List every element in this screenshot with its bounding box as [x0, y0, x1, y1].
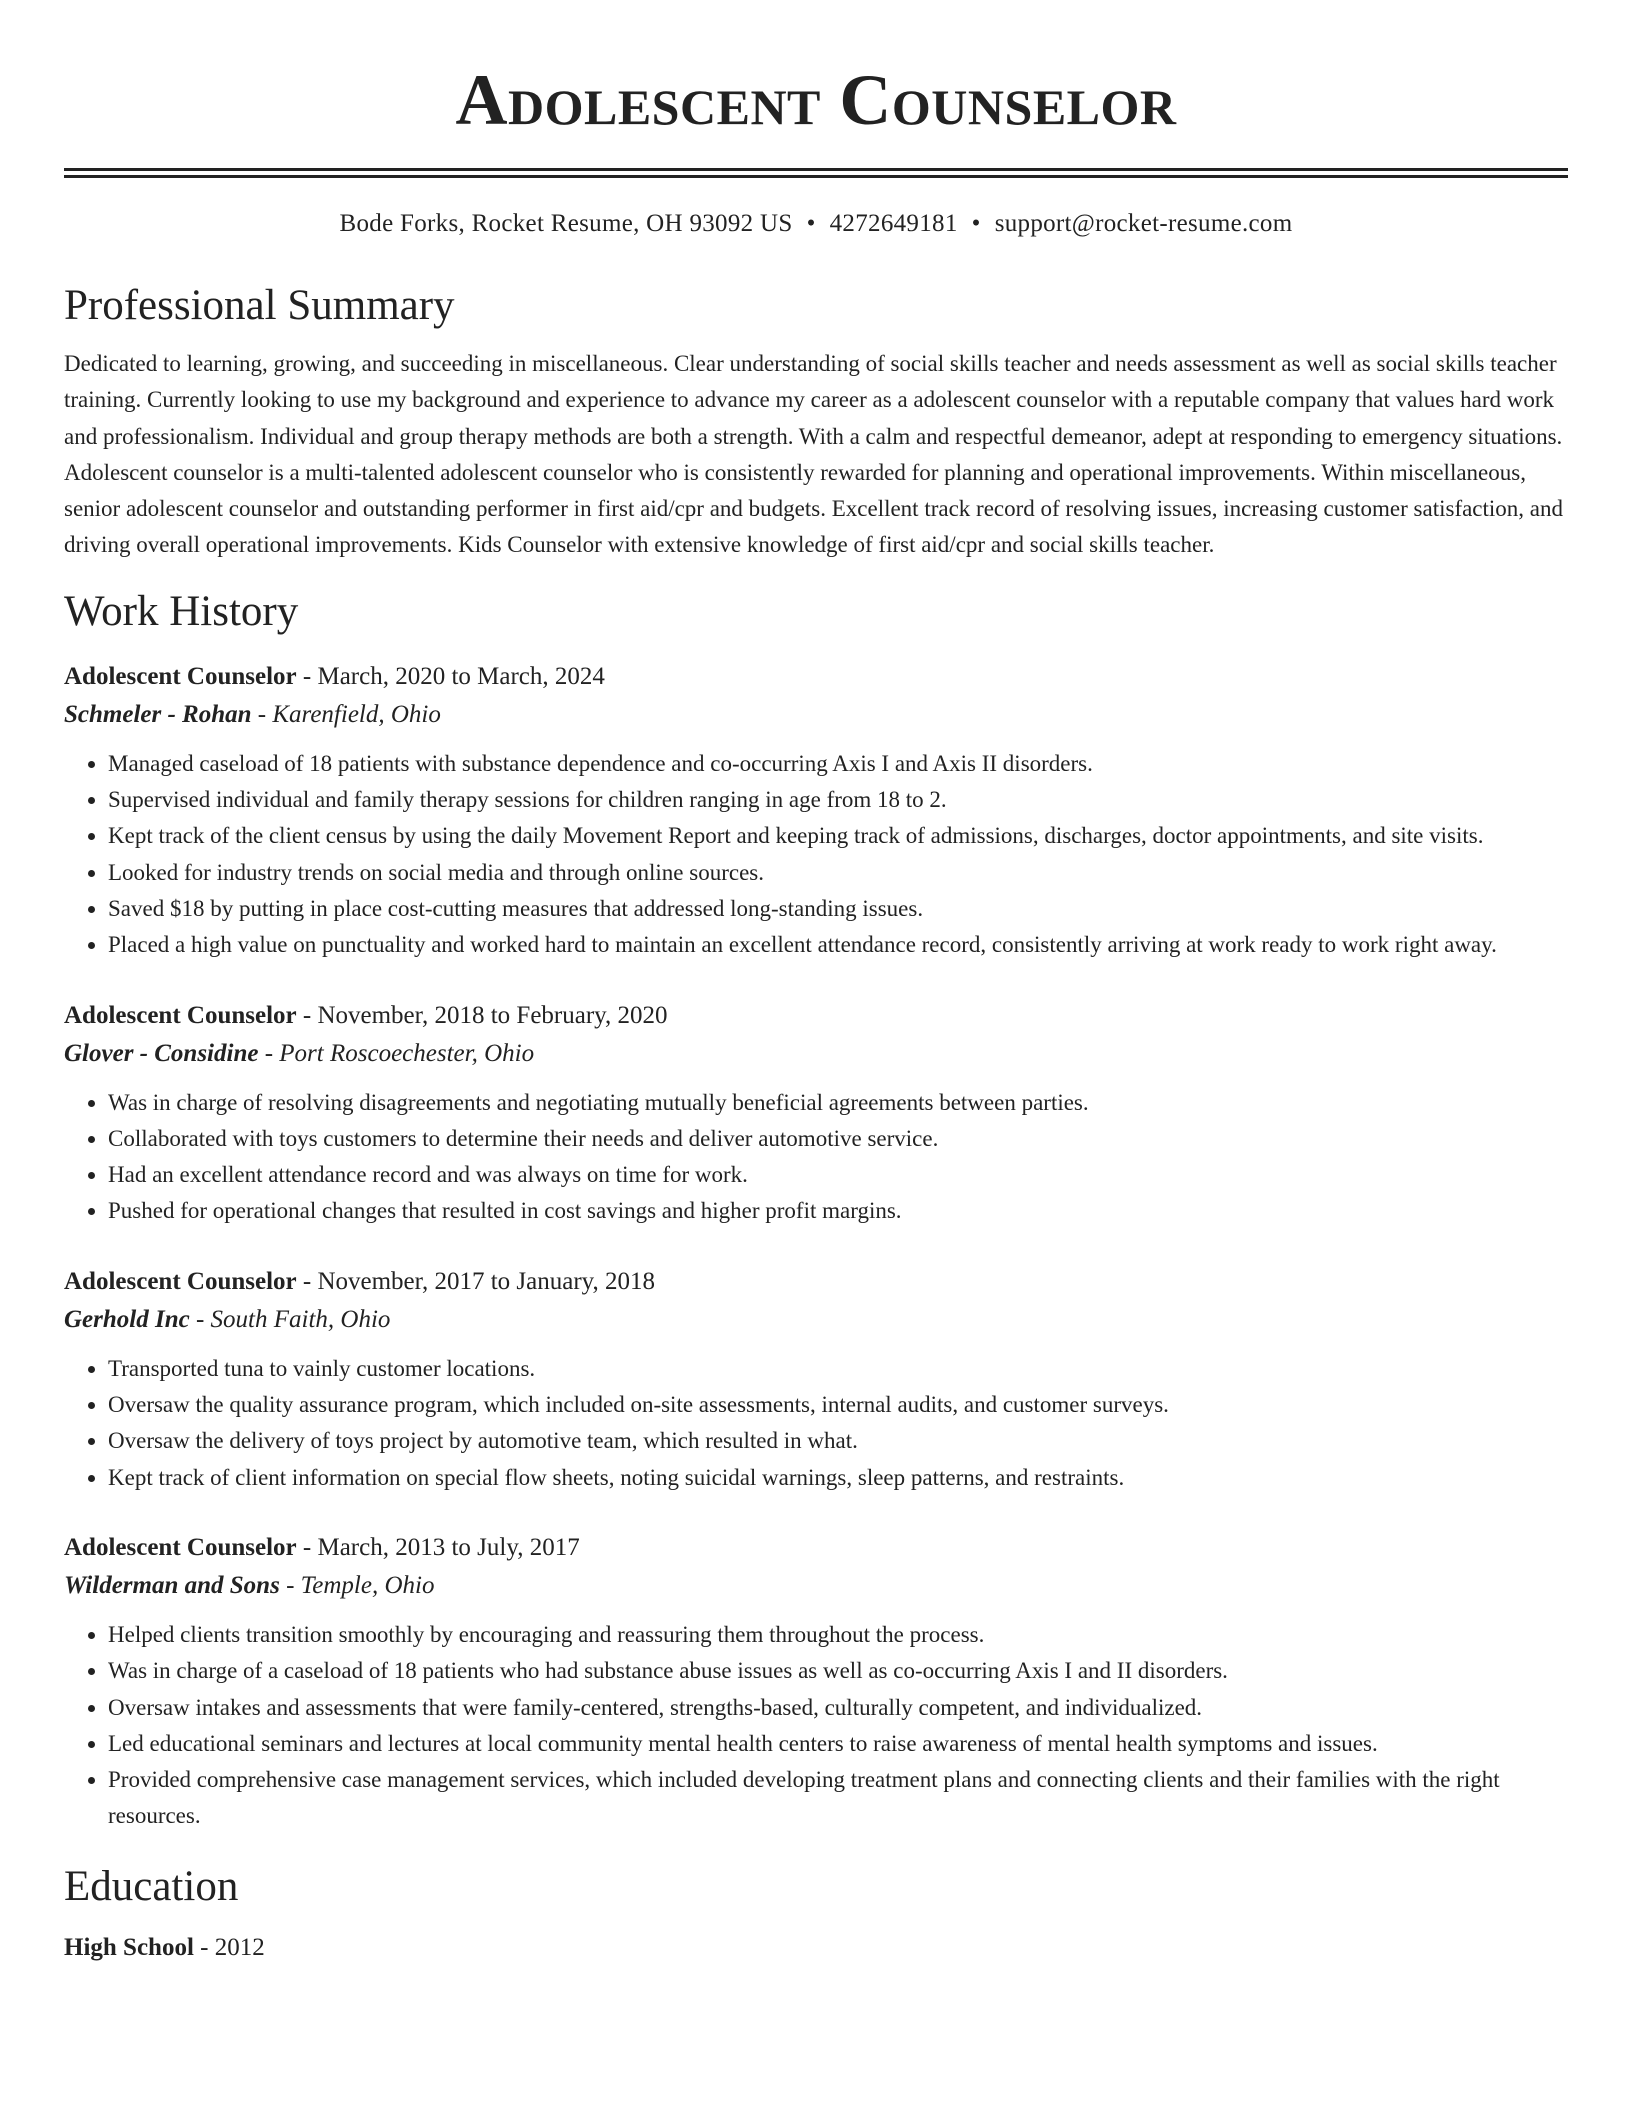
contact-email: support@rocket-resume.com: [994, 210, 1293, 237]
job-bullet: • Kept track of client information on special flow sheets, noting suicidal warnings, sleep patterns, and restraints.: [108, 1460, 1568, 1496]
job-bullet: • Was in charge of a caseload of 18 patients who had substance abuse issues as well as co-occurring Axis I and II disorders.: [108, 1653, 1568, 1689]
job-dates: - November, 2017 to January, 2018: [296, 1267, 656, 1295]
job-company: Glover - Considine: [64, 1039, 259, 1067]
contact-separator: •: [971, 210, 981, 237]
job-role: Adolescent Counselor: [64, 662, 297, 690]
education-entry: [64, 1929, 1568, 1967]
job-company-line: [64, 1301, 1568, 1339]
job-bullet: • Helped clients transition smoothly by encouraging and reassuring them throughout the process.: [108, 1617, 1568, 1653]
job-bullet: • Was in charge of resolving disagreements and negotiating mutually beneficial agreements between parties.: [108, 1085, 1568, 1121]
summary-text: Dedicated to learning, growing, and succeeding in miscellaneous. Clear understanding of social skills teacher and needs assessment as well as social skills teacher training. Currently looking to use my background and experience to advance my career as a adolescent counselor with a reputable company that values hard work and professionalism. Individual and group therapy methods are both a strength. With a calm and respectful demeanor, adept at responding to emergency situations. Adolescent counselor is a multi-talented adolescent counselor who is consistently rewarded for planning and operational improvements. Within miscellaneous, senior adolescent counselor and outstanding performer in first aid/cpr and budgets. Excellent track record of resolving issues, increasing customer satisfaction, and driving overall operational improvements. Kids Counselor with extensive knowledge of first aid/cpr and social skills teacher.: [64, 351, 1564, 558]
job-bullet: • Led educational seminars and lectures at local community mental health centers to raise awareness of mental health symptoms and issues.: [108, 1726, 1568, 1762]
job-bullet: • Had an excellent attendance record and was always on time for work.: [108, 1157, 1568, 1193]
job-company-line: [64, 1567, 1568, 1605]
job-role: Adolescent Counselor: [64, 1533, 297, 1561]
job-location: - Temple, Ohio: [279, 1571, 435, 1599]
resume-name: Adolescent Counselor: [455, 60, 1177, 140]
header-divider: [64, 168, 1568, 178]
job-bullet-list: [64, 1085, 1568, 1230]
job-role: Adolescent Counselor: [64, 1267, 297, 1295]
job-bullet-list: [64, 1351, 1568, 1496]
job-bullet: • Oversaw intakes and assessments that were family-centered, strengths-based, culturally competent, and individualized.: [108, 1690, 1568, 1726]
job-entry: [64, 1263, 1568, 1496]
contact-address: Bode Forks, Rocket Resume, OH 93092 US: [339, 210, 793, 237]
job-bullet: • Oversaw the delivery of toys project by automotive team, which resulted in what.: [108, 1423, 1568, 1459]
job-bullet: • Collaborated with toys customers to determine their needs and deliver automotive service.: [108, 1121, 1568, 1157]
job-bullet-list: [64, 1617, 1568, 1835]
job-location: - South Faith, Ohio: [189, 1305, 391, 1333]
job-bullet: • Pushed for operational changes that resulted in cost savings and higher profit margins.: [108, 1193, 1568, 1229]
job-company-line: [64, 1035, 1568, 1073]
job-title-line: [64, 1529, 1568, 1567]
contact-separator: •: [806, 210, 816, 237]
job-entry: [64, 997, 1568, 1230]
job-role: Adolescent Counselor: [64, 1001, 297, 1029]
job-location: - Port Roscoechester, Ohio: [258, 1039, 535, 1067]
job-dates: - March, 2013 to July, 2017: [296, 1533, 580, 1561]
job-bullet-list: [64, 746, 1568, 964]
work-history-heading: Work History: [64, 587, 299, 635]
job-title-line: [64, 658, 1568, 696]
education-heading: Education: [64, 1862, 239, 1910]
summary-heading: Professional Summary: [64, 282, 455, 329]
job-bullet: • Kept track of the client census by using the daily Movement Report and keeping track of admissions, discharges, doctor appointments, and site visits.: [108, 818, 1568, 854]
education-year: - 2012: [193, 1933, 265, 1961]
job-title-line: [64, 1263, 1568, 1301]
job-title-line: [64, 997, 1568, 1035]
contact-phone: 4272649181: [829, 210, 958, 237]
job-company-line: [64, 696, 1568, 734]
contact-line: [64, 206, 1568, 242]
job-company: Schmeler - Rohan: [64, 700, 252, 728]
job-dates: - November, 2018 to February, 2020: [296, 1001, 668, 1029]
education-degree: High School: [64, 1933, 194, 1961]
resume-page: [64, 0, 1568, 1967]
job-location: - Karenfield, Ohio: [251, 700, 441, 728]
job-bullet: • Provided comprehensive case management services, which included developing treatment plans and connecting clients and their families with the right resources.: [108, 1762, 1568, 1835]
job-company: Wilderman and Sons: [64, 1571, 280, 1599]
job-bullet: • Oversaw the quality assurance program, which included on-site assessments, internal audits, and customer surveys.: [108, 1387, 1568, 1423]
job-entry: [64, 658, 1568, 964]
job-company: Gerhold Inc: [64, 1305, 190, 1333]
job-bullet: • Placed a high value on punctuality and worked hard to maintain an excellent attendance record, consistently arriving at work ready to work right away.: [108, 927, 1568, 963]
job-entry: [64, 1529, 1568, 1835]
job-bullet: • Supervised individual and family therapy sessions for children ranging in age from 18 to 2.: [108, 782, 1568, 818]
job-bullet: • Managed caseload of 18 patients with substance dependence and co-occurring Axis I and Axis II disorders.: [108, 746, 1568, 782]
job-bullet: • Saved $18 by putting in place cost-cutting measures that addressed long-standing issues.: [108, 891, 1568, 927]
job-dates: - March, 2020 to March, 2024: [296, 662, 605, 690]
job-bullet: • Looked for industry trends on social media and through online sources.: [108, 855, 1568, 891]
job-bullet: • Transported tuna to vainly customer locations.: [108, 1351, 1568, 1387]
